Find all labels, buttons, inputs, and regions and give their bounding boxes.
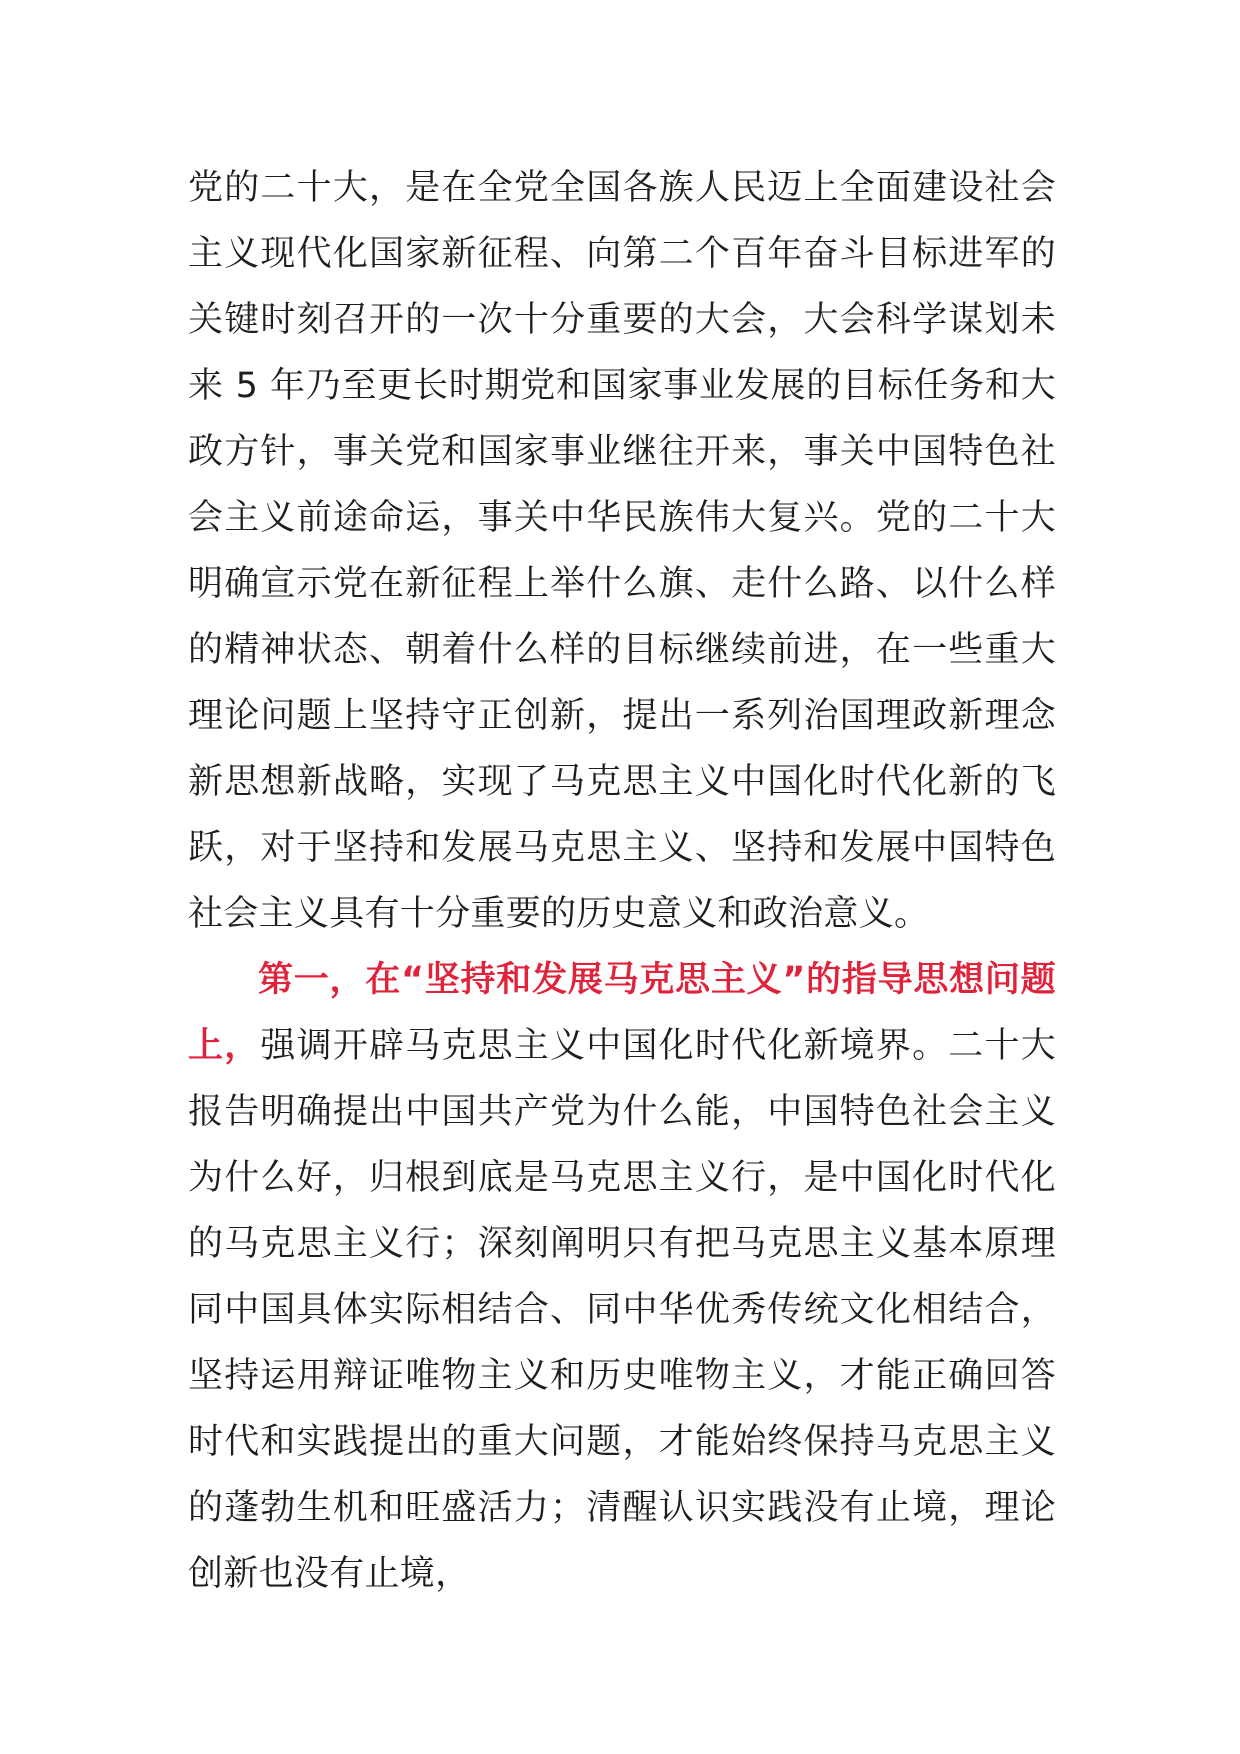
paragraph-first-point-body: 强调开辟马克思主义中国化时代化新境界。二十大报告明确提出中国共产党为什么能，中国特色社会主义为什么好，归根到底是马克思主义行，是中国化时代化的马克思主义行；深刻阐明只有把马克思主义基本原理同中国具体实际相结合、同中华优秀传统文化相结合，坚持运用辩证唯物主义和历史唯物主义，才能正确回答时代和实践提出的重大问题，才能始终保持马克思主义的蓬勃生机和旺盛活力；清醒认识实践没有止境，理论创新也没有止境， — [188, 1026, 1056, 1594]
paragraph-heading-highlight: 第一，在“坚持和发展马克思主义”的指导思想问题上， — [188, 960, 1056, 1066]
body-text — [188, 155, 1056, 1607]
paragraph-first-point — [188, 947, 1056, 1607]
paragraph-intro: 党的二十大，是在全党全国各族人民迈上全面建设社会主义现代化国家新征程、向第二个百年奋斗目标进军的关键时刻召开的一次十分重要的大会，大会科学谋划未来 5 年乃至更长时期党和国家事业发展的目标任务和大政方针，事关党和国家事业继往开来，事关中国特色社会主义前途命运，事关中华民族伟大复兴。党的二十大明确宣示党在新征程上举什么旗、走什么路、以什么样的精神状态、朝着什么样的目标继续前进，在一些重大理论问题上坚持守正创新，提出一系列治国理政新理念新思想新战略，实现了马克思主义中国化时代化新的飞跃，对于坚持和发展马克思主义、坚持和发展中国特色社会主义具有十分重要的历史意义和政治意义。 — [188, 168, 1056, 934]
